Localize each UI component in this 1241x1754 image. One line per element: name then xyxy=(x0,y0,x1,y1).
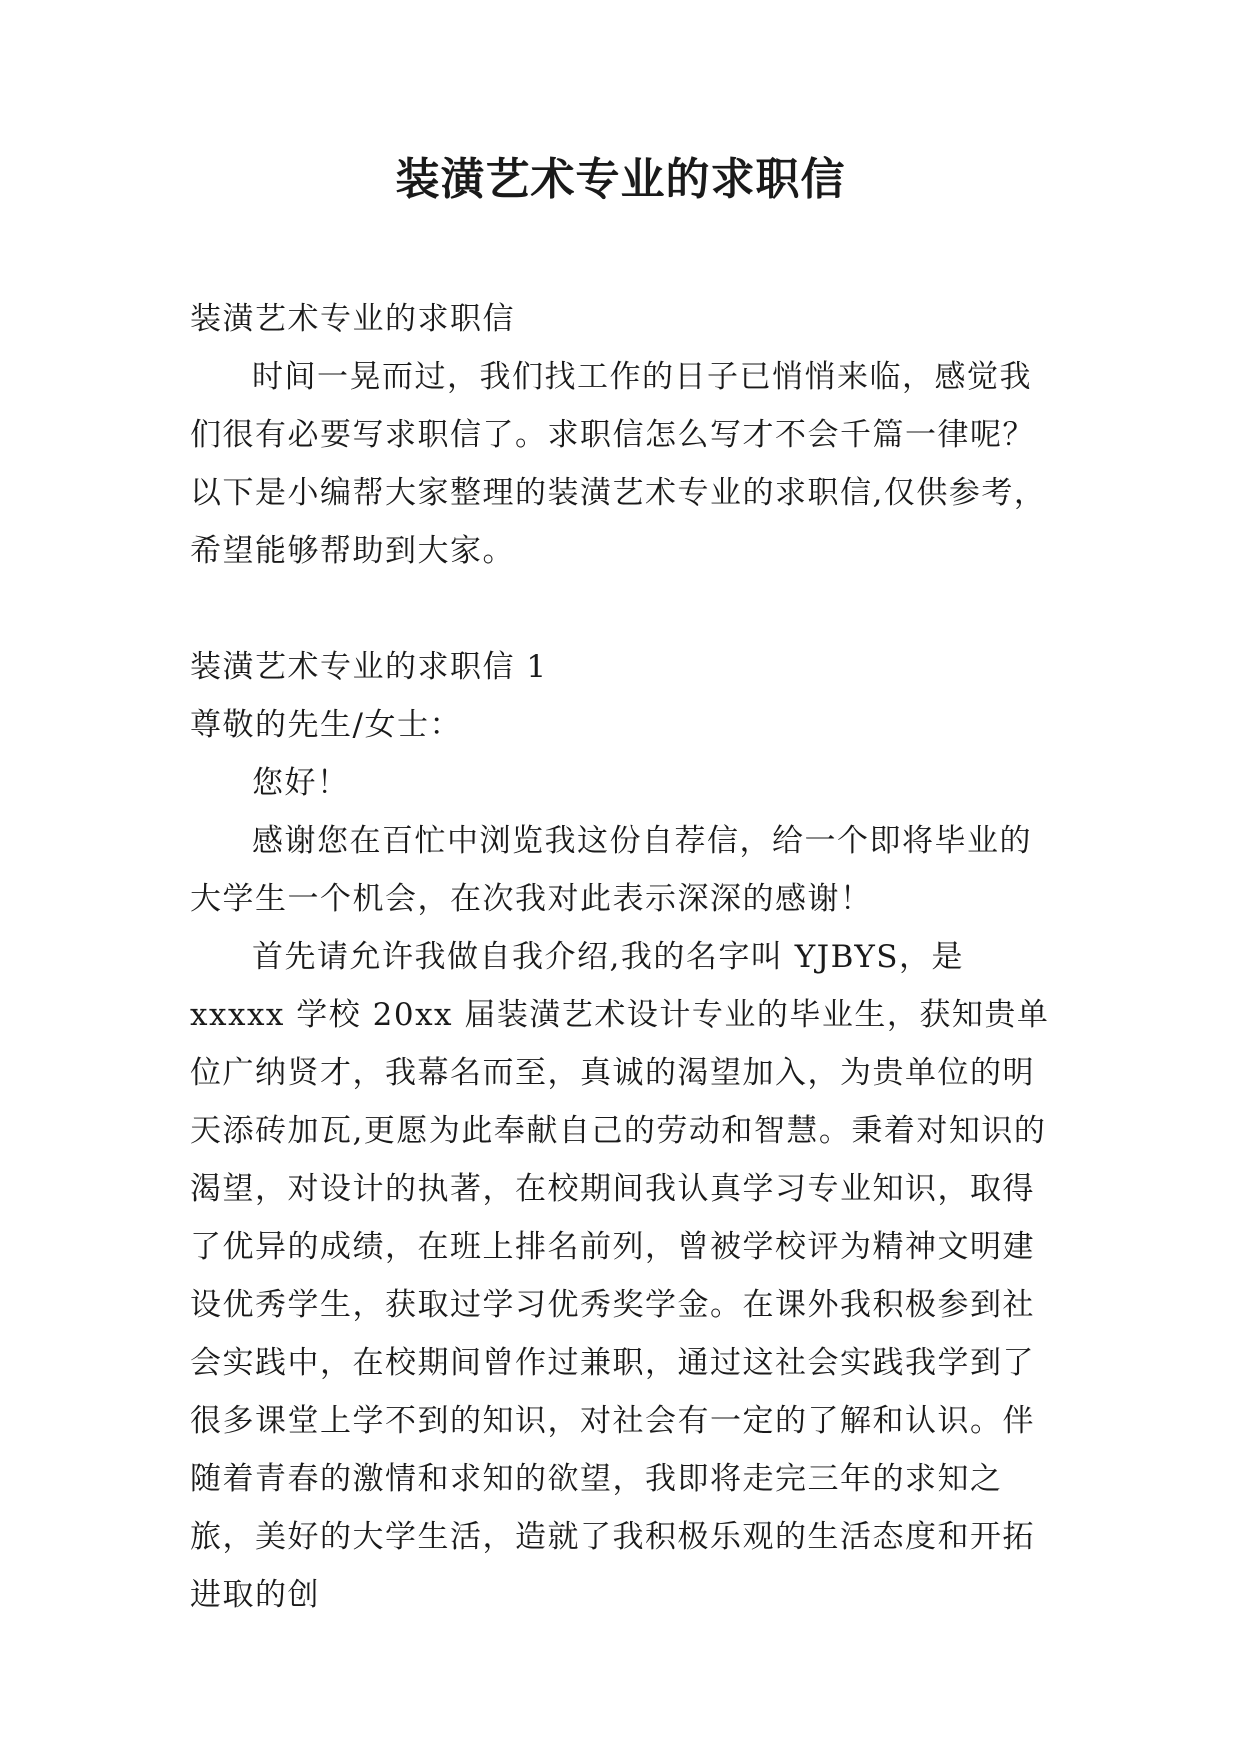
letter-greeting: 您好！ xyxy=(252,765,350,801)
letter-paragraph-thanks: 感谢您在百忙中浏览我这份自荐信，给一个即将毕业的大学生一个机会，在次我对此表示深深的感谢！ xyxy=(190,823,1032,917)
letter-heading: 装潢艺术专业的求职信 1 xyxy=(190,649,548,685)
letter-salutation: 尊敬的先生/女士： xyxy=(190,707,462,743)
intro-paragraph: 时间一晃而过，我们找工作的日子已悄悄来临，感觉我们很有必要写求职信了。求职信怎么写才不会千篇一律呢？以下是小编帮大家整理的装潢艺术专业的求职信,仅供参考，希望能够帮助到大家。 xyxy=(190,359,1047,569)
document-body xyxy=(190,290,1055,1624)
paragraph-spacer xyxy=(190,580,1055,638)
page-title: 装潢艺术专业的求职信 xyxy=(395,154,846,205)
intro-heading: 装潢艺术专业的求职信 xyxy=(190,301,515,337)
letter-paragraph-introduction: 首先请允许我做自我介绍,我的名字叫 YJBYS，是 xxxxx 学校 20xx 届装潢艺术设计专业的毕业生，获知贵单位广纳贤才，我幕名而至，真诚的渴望加入，为贵单位的明天添砖加瓦,更愿为此奉献自己的劳动和智慧。秉着对知识的渴望，对设计的执著，在校期间我认真学习专业知识，取得了优异的成绩，在班上排名前列，曾被学校评为精神文明建设优秀学生，获取过学习优秀奖学金。在课外我积极参到社会实践中，在校期间曾作过兼职，通过这社会实践我学到了很多课堂上学不到的知识，对社会有一定的了解和认识。伴随着青春的激情和求知的欲望，我即将走完三年的求知之旅，美好的大学生活，造就了我积极乐观的生活态度和开拓进取的创 xyxy=(190,939,1050,1613)
